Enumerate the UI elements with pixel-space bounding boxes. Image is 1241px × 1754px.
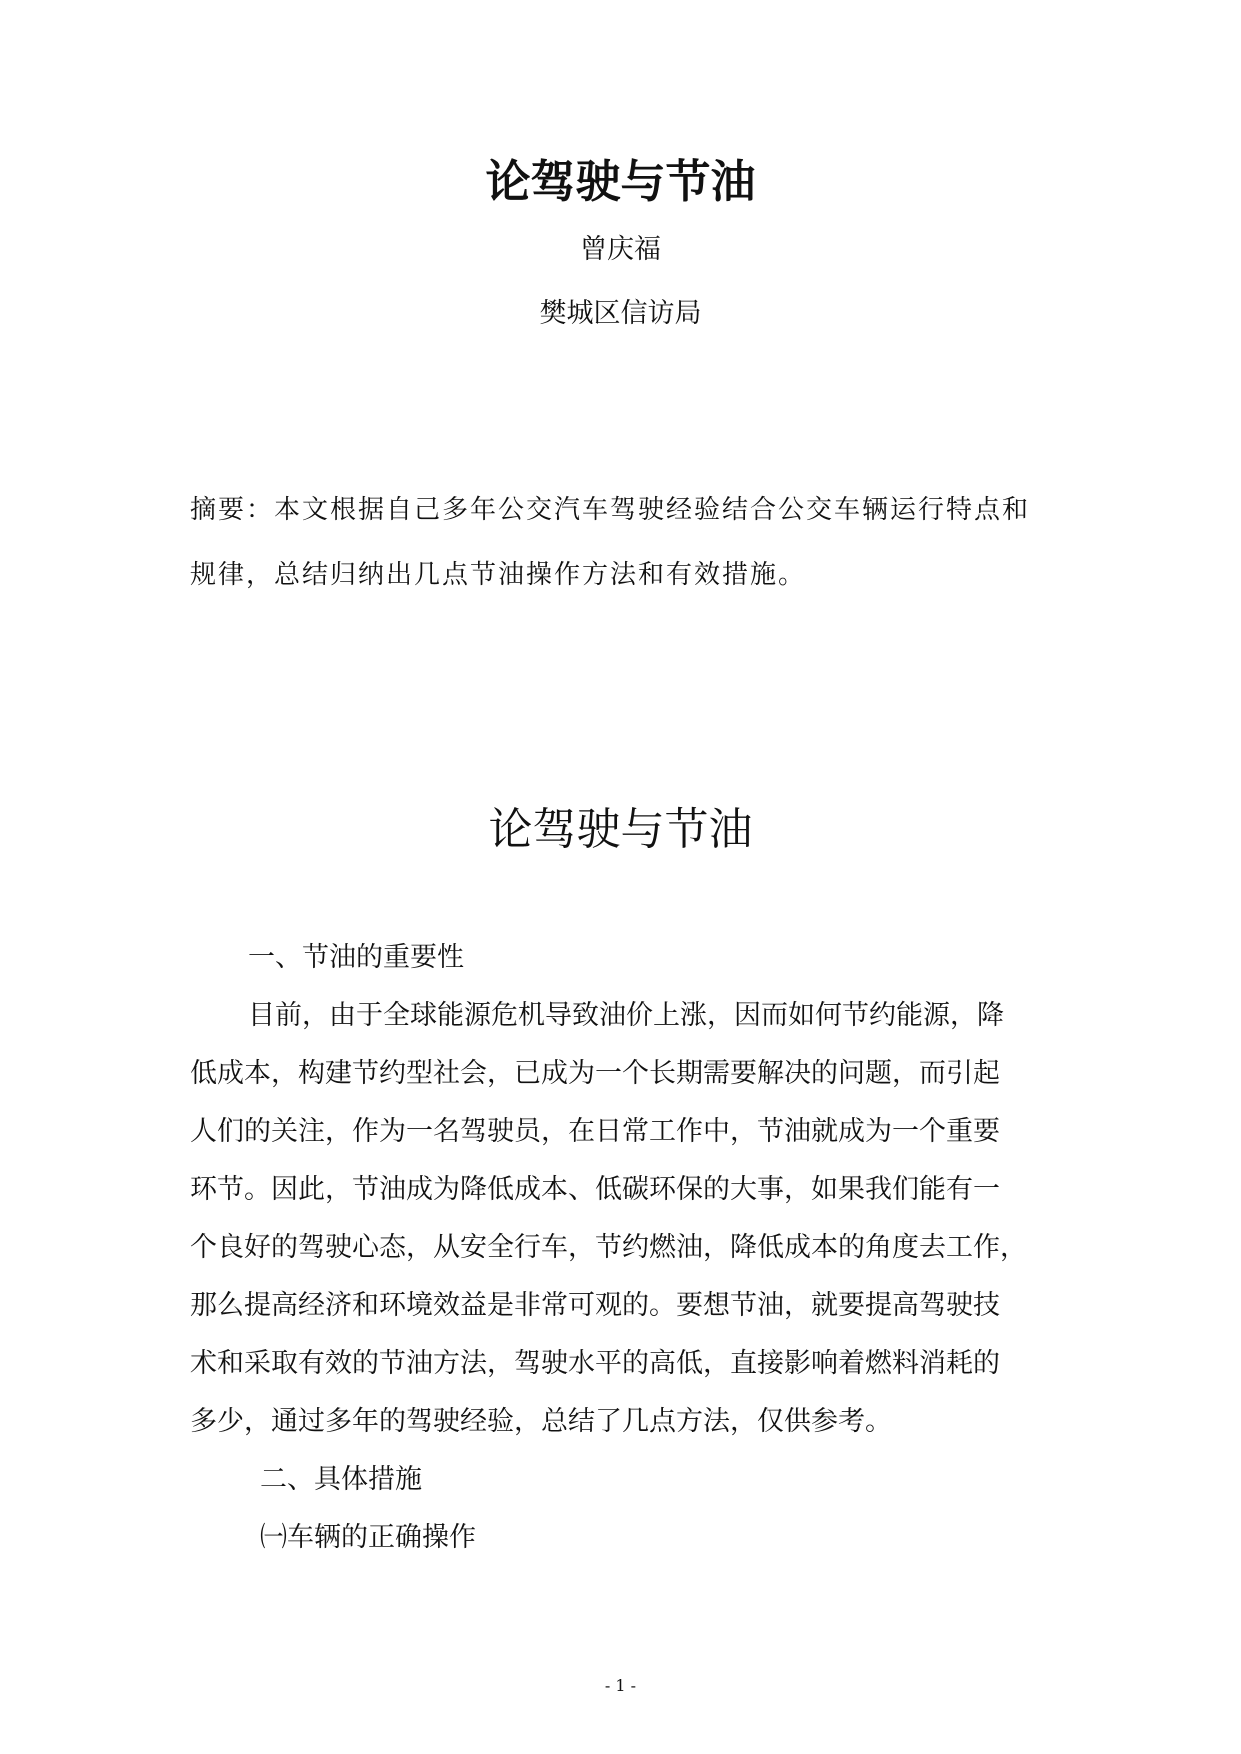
paragraph-line: 目前，由于全球能源危机导致油价上涨，因而如何节约能源，降	[248, 1000, 1004, 1031]
paragraph-line: 那么提高经济和环境效益是非常可观的。要想节油，就要提高驾驶技	[190, 1290, 1000, 1321]
abstract-line: 规律，总结归纳出几点节油操作方法和有效措施。	[190, 560, 807, 590]
body-title: 论驾驶与节油	[488, 804, 753, 855]
paragraph-line: 个良好的驾驶心态，从安全行车，节约燃油，降低成本的角度去工作，	[190, 1232, 1027, 1263]
paragraph-line: 人们的关注，作为一名驾驶员，在日常工作中，节油就成为一个重要	[190, 1116, 1000, 1147]
document-title: 论驾驶与节油	[485, 155, 756, 208]
subsection-heading: ㈠车辆的正确操作	[260, 1522, 476, 1553]
author-name: 曾庆福	[580, 234, 661, 265]
page-number: - 1 -	[604, 1676, 637, 1695]
paragraph-line: 多少，通过多年的驾驶经验，总结了几点方法，仅供参考。	[190, 1406, 892, 1437]
paragraph-line: 术和采取有效的节油方法，驾驶水平的高低，直接影响着燃料消耗的	[190, 1348, 1000, 1379]
paragraph-line: 环节。因此，节油成为降低成本、低碳环保的大事，如果我们能有一	[190, 1174, 1000, 1205]
abstract-line: 摘要：本文根据自己多年公交汽车驾驶经验结合公交车辆运行特点和	[190, 495, 1031, 525]
paragraph-line: 低成本，构建节约型社会，已成为一个长期需要解决的问题，而引起	[190, 1058, 1000, 1089]
section-heading: 一、节油的重要性	[248, 942, 464, 973]
section-heading: 二、具体措施	[260, 1464, 422, 1495]
author-affiliation: 樊城区信访局	[539, 298, 702, 329]
